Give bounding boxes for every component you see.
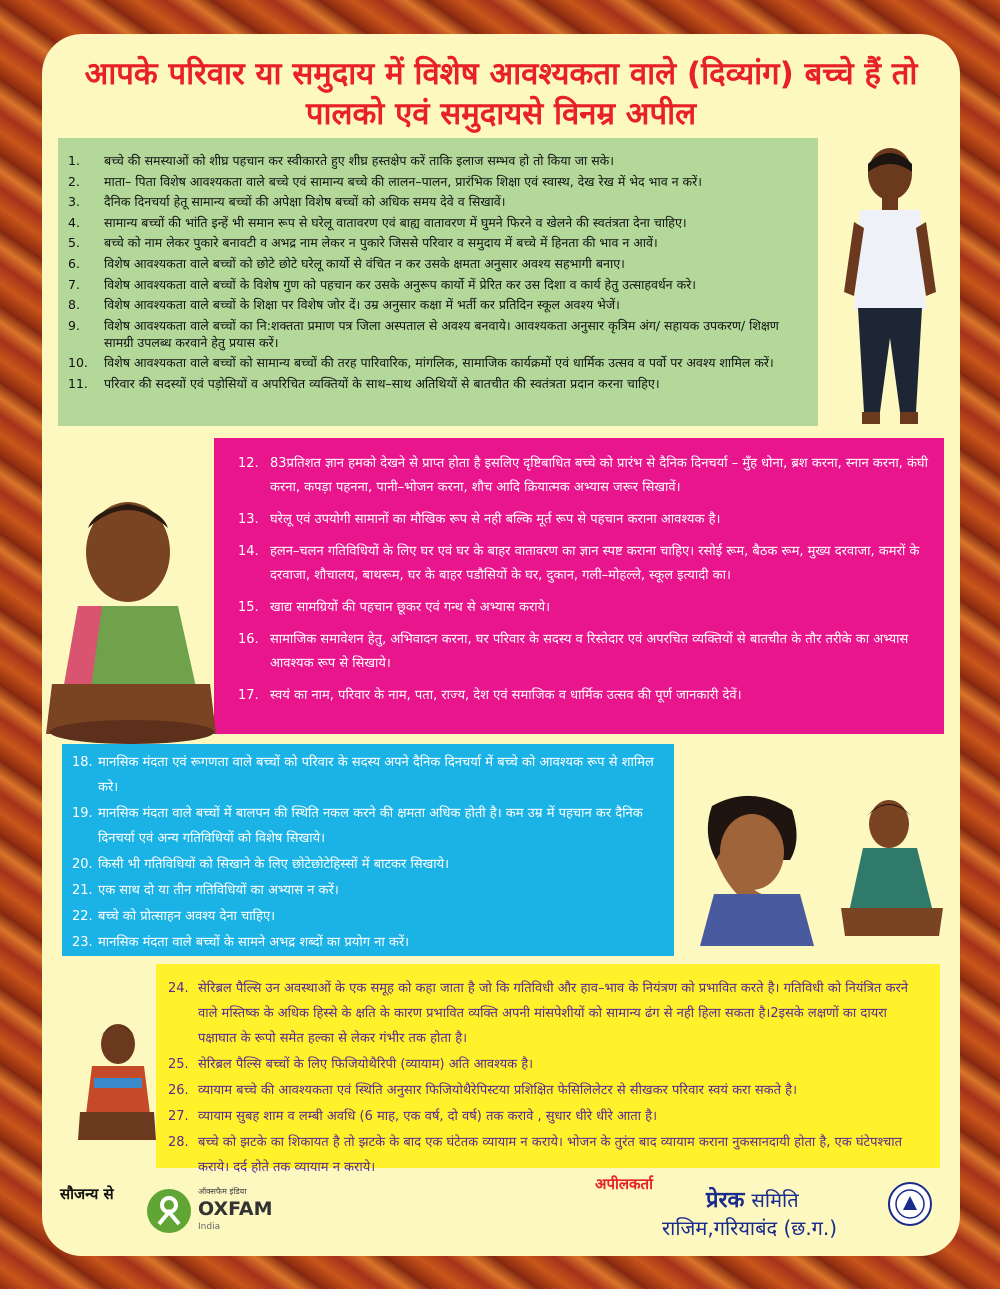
advice-item [68,276,804,293]
advice-item-number: 26. [168,1083,189,1098]
section-general-advice [58,138,818,426]
advice-item [68,255,804,272]
oxfam-hindi-name: ऑक्सफैम इंडिया [198,1187,247,1196]
advice-item-text: सेरिब्रल पैल्सि उन अवस्थाओं के एक समूह को कहा जाता है जो कि गतिविधी और हाव–भाव के नियंत्रण को प्रभावित करते है। गतिविधी को नियंत्रित करने वाले मस्तिष्क के अधिक हिस्से के क्षति के कारण प्रभावित व्यक्ति अपनी मांसपेशीयों को सामान्य ढंग से नही हिला सकता है।2इसके लक्षणों का दायरा पक्षाघात के रूपो समेत हल्का से लेकर गंभीर तक होता है। [198,981,908,1046]
advice-item-number: 9. [68,317,80,333]
advice-item-text: परिवार की सदस्यों एवं पड़ोसियों व अपरिचित व्यक्तियों के साथ–साथ अतिथियों से बातचीत की स्वतंत्रता प्रदान करना चाहिए। [104,375,660,391]
advice-item [68,214,804,231]
advice-item-number: 5. [68,235,80,251]
advice-item-number: 23. [72,935,93,950]
advice-item [72,878,662,903]
advice-item-text: विशेष आवश्यकता वाले बच्चों को सामान्य बच्चों की तरह पारिवारिक, मांगलिक, सामाजिक कार्यक्रमों एवं धार्मिक उत्सव व पर्वो पर अवश्य शामिल करें। [104,355,774,371]
advice-list-visual [214,438,944,708]
advice-item-number: 13. [238,512,259,527]
advice-item [68,296,804,313]
advice-item-text: 83प्रतिशत ज्ञान हमको देखने से प्राप्त होता है इसलिए दृष्टिबाधित बच्चे को प्रारंभ से दैनिक दिनचर्या – मुँह धोना, ब्रश करना, स्नान करना, कंघी करना, कपड़ा पहनना, पानी–भोजन करना, शौच आदि क्रियात्मक अभ्यास जरूर सिखावें। [270,456,928,495]
org-seal-icon [888,1182,932,1226]
advice-item [68,152,804,169]
advice-item-number: 6. [68,255,80,271]
advice-item-number: 22. [72,909,93,924]
advice-item-text: सेरिब्रल पैल्सि बच्चों के लिए फिजियोथैरिपी (व्यायाम) अति आवश्यक है। [198,1057,534,1072]
oxfam-subtitle: India [198,1222,221,1232]
advice-item [168,1104,928,1129]
advice-item-text: मानसिक मंदता वाले बच्चों में बालपन की स्थिति नकल करने की क्षमता अधिक होती है। कम उम्र में पहचान कर दैनिक दिनचर्या एवं अन्य गतिविधियों को विशेष सिखाये। [98,806,643,846]
advice-item [238,628,930,676]
photo-standing-boy [842,142,938,434]
advice-item [68,234,804,251]
courtesy-label: सौजन्य से [60,1185,114,1203]
advice-item-text: विशेष आवश्यकता वाले बच्चों के विशेष गुण को पहचान कर उसके अनुरूप कार्यो में प्रेरित कर उस दिशा व कार्य हेतु उत्साहवर्धन करे। [104,276,697,292]
advice-item-number: 15. [238,600,259,615]
advice-list-mental [62,744,674,955]
advice-item-text: दैनिक दिनचर्या हेतू सामान्य बच्चों की अपेक्षा विशेष बच्चों को अधिक समय देवे व सिखावें। [104,194,506,210]
advice-item [168,1052,928,1077]
advice-item-text: बच्चे को झटके का शिकायत है तो झटके के बाद एक घंटेतक व्यायाम न कराये। भोजन के तुरंत बाद व्यायाम कराना नुकसानदायी होता है, एक घंटेपश्चात कराये। दर्द होते तक व्यायाम न कराये। [198,1135,903,1175]
advice-item [168,1130,928,1180]
advice-item-text: खाद्य सामग्रियों की पहचान छूकर एवं गन्ध से अभ्यास कराये। [270,600,551,615]
advice-item-number: 20. [72,857,93,872]
advice-item-text: विशेष आवश्यकता वाले बच्चों को छोटे छोटे घरेलू कार्यो से वंचित न कर उसके क्षमता अनुसार अवश्य सहभागी बनाए। [104,255,625,271]
advice-item [68,317,804,351]
photo-thinking-child [682,790,822,946]
title-line-1: आपके परिवार या समुदाय में विशेष आवश्यकता वाले (दिव्यांग) बच्चे हैं तो [84,56,918,92]
poster-title [42,54,960,134]
poster-panel [42,34,960,1256]
photo-laughing-girl [837,796,947,944]
advice-item-number: 12. [238,456,259,471]
advice-item-text: सामाजिक समावेशन हेतु, अभिवादन करना, घर परिवार के सदस्य व रिस्तेदार एवं अपरचित व्यक्तियों से बातचीत के तौर तरीके का अभ्यास आवश्यक रूप से सिखाये। [270,632,909,671]
oxfam-logo [146,1184,286,1238]
advice-item [72,801,662,851]
advice-item-text: बच्चे को नाम लेकर पुकारे बनावटी व अभद्र नाम लेकर न पुकारे जिससे परिवार व समुदाय में बच्चे में हिनता की भाव न आवें। [104,235,658,251]
advice-item-number: 8. [68,297,80,313]
advice-item-text: व्यायाम बच्चे की आवश्यकता एवं स्थिति अनुसार फिजियोथैरेपिस्टया प्रशिक्षित फेसिलिलेटर से सीखकर परिवार स्वयं करा सकते है। [198,1083,798,1098]
advice-item [238,508,930,532]
advice-item-number: 17. [238,688,259,703]
advice-item-text: किसी भी गतिविधियों को सिखाने के लिए छोटेछोटेहिस्सों में बाटकर सिखाये। [98,857,450,872]
advice-item-number: 21. [72,883,93,898]
advice-item [68,375,804,392]
advice-item [168,976,928,1051]
title-line-2: पालको एवं समुदायसे विनम्र अपील [305,96,697,132]
advice-item-text: हलन–चलन गतिविधियों के लिए घर एवं घर के बाहर वातावरण का ज्ञान स्पष्ट कराना चाहिए। रसोई रूम, बैठक रूम, मुख्य दरवाजा, कमरों के दरवाजा, शौचालय, बाथरूम, घर के बाहर पडौसियों के घर, दुकान, गली–मोहल्ले, स्कूल इत्यादी का। [270,544,920,583]
advice-item-number: 1. [68,153,80,168]
advice-item-number: 18. [72,755,93,770]
advice-item-number: 19. [72,806,93,821]
advice-item-number: 4. [68,214,80,230]
advice-item-number: 2. [68,173,80,189]
advice-item-text: मानसिक मंदता वाले बच्चों के सामने अभद्र शब्दों का प्रयोग ना करें। [98,935,410,950]
appeal-by-label: अपीलकर्ता [595,1175,653,1193]
advice-item [68,193,804,210]
advice-item-number: 10. [68,355,88,371]
advice-item [238,540,930,588]
advice-item [72,852,662,877]
advice-item-text: सामान्य बच्चों की भांति इन्हें भी समान रूप से घरेलू वातावरण एवं बाह्य वातावरण में घुमने फिरने व खेलने की स्वतंत्रता देना चाहिए। [104,214,687,230]
advice-item-number: 27. [168,1109,189,1124]
advice-item-text: स्वयं का नाम, परिवार के नाम, पता, राज्य, देश एवं समाजिक व धार्मिक उत्सव की पूर्ण जानकारी देवें। [270,688,742,703]
photo-sitting-boy [42,488,220,750]
advice-item-text: एक साथ दो या तीन गतिविधियों का अभ्यास न करें। [98,883,339,898]
org-name [706,1184,799,1214]
advice-item-number: 16. [238,632,259,647]
advice-item-text: घरेलू एवं उपयोगी सामानों का मौखिक रूप से नही बल्कि मूर्त रूप से पहचान कराना आवश्यक है। [270,512,721,527]
advice-item-text: मानसिक मंदता एवं रूगणता वाले बच्चों को परिवार के सदस्य अपने दैनिक दिनचर्या में बच्चे को आवश्यक रूप से शामिल करे। [98,755,654,795]
advice-list-general [58,138,818,392]
advice-item-number: 11. [68,375,88,391]
advice-item-number: 28. [168,1135,189,1150]
section-visual-impairment [214,438,944,734]
advice-item-number: 3. [68,194,80,210]
advice-item-text: व्यायाम सुबह शाम व लम्बी अवधि (6 माह, एक वर्ष, दो वर्ष) तक करावे , सुधार धीरे धीरे आता है। [198,1109,658,1124]
advice-item [68,354,804,371]
advice-item-text: विशेष आवश्यकता वाले बच्चों के शिक्षा पर विशेष जोर दें। उम्र अनुसार कक्षा में भर्ती कर प्रतिदिन स्कूल अवश्य भेजें। [104,297,620,313]
advice-item [72,750,662,800]
advice-item-text: बच्चे की समस्याओं को शीघ्र पहचान कर स्वीकारते हुए शीघ्र हस्तक्षेप करें ताकि इलाज सम्भव हो तो किया जा सके। [104,153,615,168]
org-location: राजिम,गरियाबंद (छ.ग.) [662,1216,838,1240]
advice-item-number: 14. [238,544,259,559]
org-name-bold: प्रेरक [706,1188,745,1213]
oxfam-name: OXFAM [198,1198,273,1220]
photo-small-boy [76,1018,158,1146]
advice-item-text: माता– पिता विशेष आवश्यकता वाले बच्चे एवं सामान्य बच्चे की लालन–पालन, प्रारंभिक शिक्षा एवं स्वास्थ, देख रेख में भेद भाव न करें। [104,173,702,189]
advice-item-number: 25. [168,1057,189,1072]
advice-item [238,596,930,620]
advice-item [72,904,662,929]
advice-item [238,452,930,500]
oxfam-emblem-icon [146,1188,192,1234]
section-cerebral-palsy [156,964,940,1175]
advice-item-number: 24. [168,981,189,996]
advice-item-text: बच्चे को प्रोत्साहन अवश्य देना चाहिए। [98,909,276,924]
advice-item [238,684,930,708]
org-name-rest: समिति [751,1188,799,1212]
advice-item [68,173,804,190]
advice-item [168,1078,928,1103]
advice-item-number: 7. [68,276,80,292]
advice-list-cerebral-palsy [156,964,940,1180]
advice-item-text: विशेष आवश्यकता वाले बच्चों का नि:शक्तता प्रमाण पत्र जिला अस्पताल से अवश्य बनवाये। आवश्यकता अनुसार कृत्रिम अंग/ सहायक उपकरण/ शिक्षण सामग्री उपलब्ध करवाने हेतु प्रयास करें। [104,317,779,350]
section-mental-retardation [62,744,674,956]
advice-item [72,930,662,955]
